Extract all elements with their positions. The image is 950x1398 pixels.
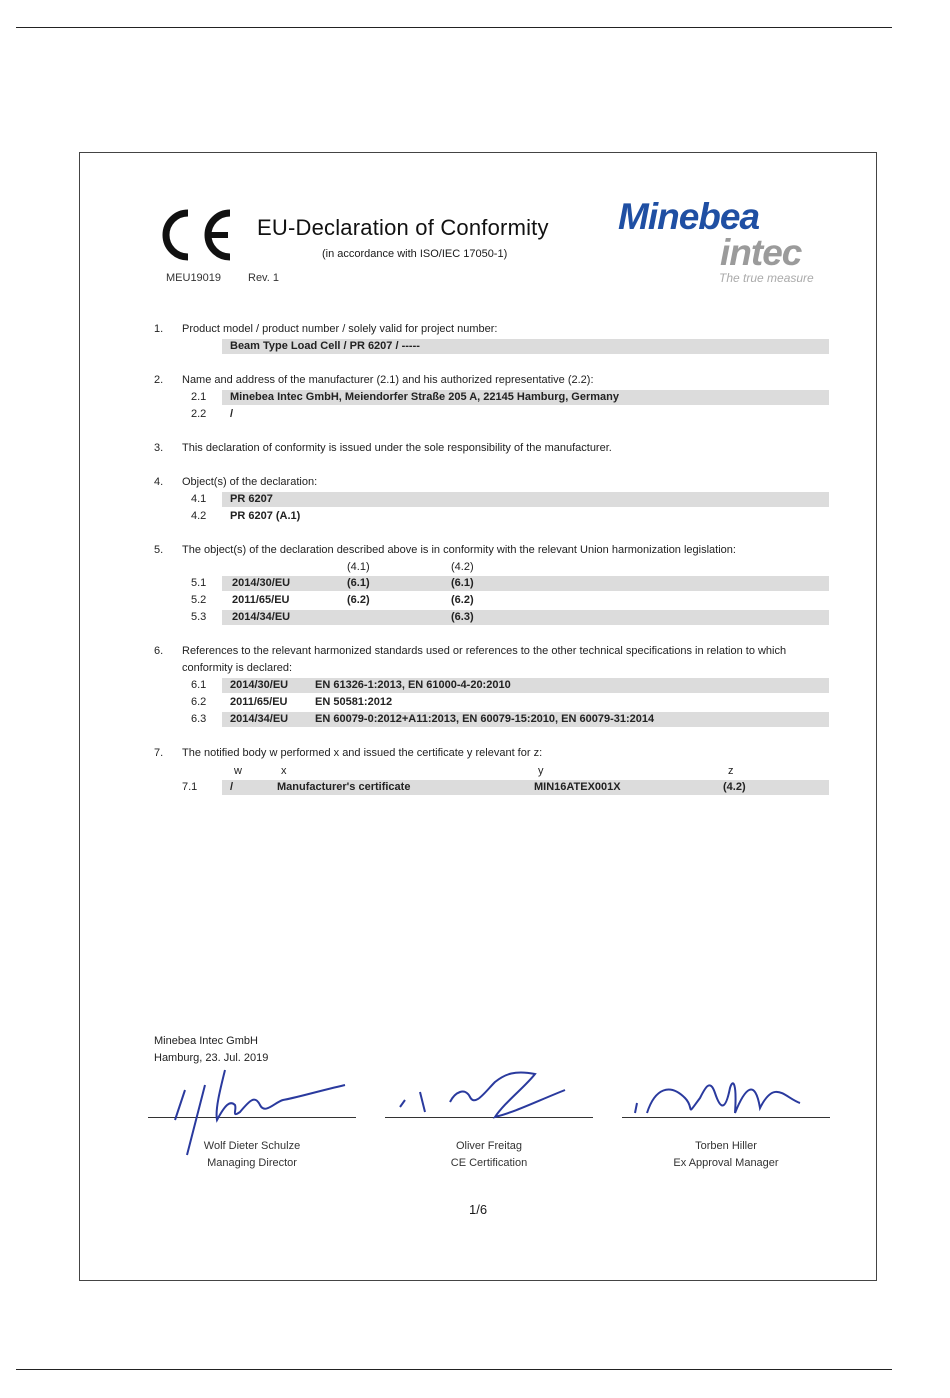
item-4-2-number: 4.2 xyxy=(191,510,207,522)
section-2-text: Name and address of the manufacturer (2.1) and his authorized representative (2.2): xyxy=(182,374,594,386)
section-7-header-w: w xyxy=(234,765,242,777)
row-6-3-number: 6.3 xyxy=(191,713,207,725)
row-6-1-number: 6.1 xyxy=(191,679,207,691)
row-5-3-band xyxy=(222,610,829,625)
section-7-number: 7. xyxy=(154,747,164,759)
signer-2-name: Oliver Freitag xyxy=(455,1140,523,1152)
row-7-1-y: MIN16ATEX001X xyxy=(534,781,621,793)
section-6-number: 6. xyxy=(154,645,164,657)
page-subtitle: (in accordance with ISO/IEC 17050-1) xyxy=(322,248,508,260)
logo-intec: intec xyxy=(720,232,802,273)
row-6-3-directive: 2014/34/EU xyxy=(230,713,289,725)
row-7-1-x: Manufacturer's certificate xyxy=(277,781,411,793)
row-6-2-directive: 2011/65/EU xyxy=(230,696,288,708)
footer-place-date: Hamburg, 23. Jul. 2019 xyxy=(154,1052,269,1064)
row-7-1-z: (4.2) xyxy=(723,781,746,793)
row-6-1-band xyxy=(222,678,829,693)
row-5-2-col1: (6.2) xyxy=(347,594,370,606)
signer-1-role: Managing Director xyxy=(207,1157,297,1169)
item-4-2-value: PR 6207 (A.1) xyxy=(230,510,301,522)
section-4-number: 4. xyxy=(154,476,164,488)
section-3-number: 3. xyxy=(154,442,164,454)
section-2-number: 2. xyxy=(154,374,164,386)
section-1-text: Product model / product number / solely valid for project number: xyxy=(182,323,498,335)
page-title: EU-Declaration of Conformity xyxy=(257,215,549,240)
row-5-2-directive: 2011/65/EU xyxy=(232,594,290,606)
doc-number: MEU19019 xyxy=(166,272,222,284)
signature-hiller-icon xyxy=(625,1068,815,1128)
row-6-2-number: 6.2 xyxy=(191,696,207,708)
row-7-1-number: 7.1 xyxy=(182,781,198,793)
section-6-text-line1: References to the relevant harmonized standards used or references to the other technical specifications in relation to which xyxy=(182,645,787,657)
item-2-1-value: Minebea Intec GmbH, Meiendorfer Straße 205 A, 22145 Hamburg, Germany xyxy=(230,391,619,403)
row-5-1-col1: (6.1) xyxy=(347,577,370,589)
top-rule xyxy=(16,27,892,28)
section-5-number: 5. xyxy=(154,544,164,556)
item-4-1-number: 4.1 xyxy=(191,493,207,505)
logo-minebea: Minebea xyxy=(618,196,760,237)
section-7-header-z: z xyxy=(728,765,734,777)
section-4-band xyxy=(222,492,829,507)
row-5-1-col2: (6.1) xyxy=(451,577,474,589)
signer-3-role: Ex Approval Manager xyxy=(673,1157,779,1169)
section-7-header-x: x xyxy=(281,765,287,777)
page-number: 1/6 xyxy=(469,1202,488,1217)
item-2-1-number: 2.1 xyxy=(191,391,207,403)
signer-2-role: CE Certification xyxy=(450,1157,528,1169)
row-6-1-standards: EN 61326-1:2013, EN 61000-4-20:2010 xyxy=(315,679,511,691)
row-5-2-number: 5.2 xyxy=(191,594,207,606)
row-5-2-col2: (6.2) xyxy=(451,594,474,606)
row-5-1-number: 5.1 xyxy=(191,577,207,589)
signer-1-name: Wolf Dieter Schulze xyxy=(203,1140,301,1152)
row-5-3-col2: (6.3) xyxy=(451,611,474,623)
row-6-1-directive: 2014/30/EU xyxy=(230,679,289,691)
section-3-text: This declaration of conformity is issued under the sole responsibility of the manufacturer. xyxy=(182,442,612,454)
logo-tagline: The true measure xyxy=(719,271,814,285)
row-6-2-standards: EN 50581:2012 xyxy=(315,696,393,708)
row-5-3-directive: 2014/34/EU xyxy=(232,611,291,623)
section-7-header-y: y xyxy=(538,765,544,777)
section-4-text: Object(s) of the declaration: xyxy=(182,476,318,488)
row-5-1-directive: 2014/30/EU xyxy=(232,577,291,589)
section-5-col2-header: (4.2) xyxy=(451,561,474,573)
signature-freitag-icon xyxy=(395,1062,585,1142)
section-5-text: The object(s) of the declaration described above is in conformity with the relevant Union harmonization legislation: xyxy=(182,544,736,556)
signer-3-name: Torben Hiller xyxy=(695,1140,757,1152)
row-7-1-w: / xyxy=(230,781,234,793)
item-4-1-value: PR 6207 xyxy=(230,493,273,505)
bottom-rule xyxy=(16,1369,892,1370)
section-6-text-line2: conformity is declared: xyxy=(182,662,293,674)
footer-company: Minebea Intec GmbH xyxy=(154,1035,258,1047)
item-2-2-number: 2.2 xyxy=(191,408,207,420)
section-1-value: Beam Type Load Cell / PR 6207 / ----- xyxy=(230,340,420,352)
row-6-3-standards: EN 60079-0:2012+A11:2013, EN 60079-15:2010, EN 60079-31:2014 xyxy=(315,713,655,725)
row-5-1-band xyxy=(222,576,829,591)
item-2-2-value: / xyxy=(230,408,234,420)
section-7-text: The notified body w performed x and issued the certificate y relevant for z: xyxy=(182,747,543,759)
row-5-3-number: 5.3 xyxy=(191,611,207,623)
doc-revision: Rev. 1 xyxy=(248,272,279,284)
section-1-number: 1. xyxy=(154,323,164,335)
ce-mark-icon xyxy=(156,205,236,265)
section-5-col1-header: (4.1) xyxy=(347,561,370,573)
